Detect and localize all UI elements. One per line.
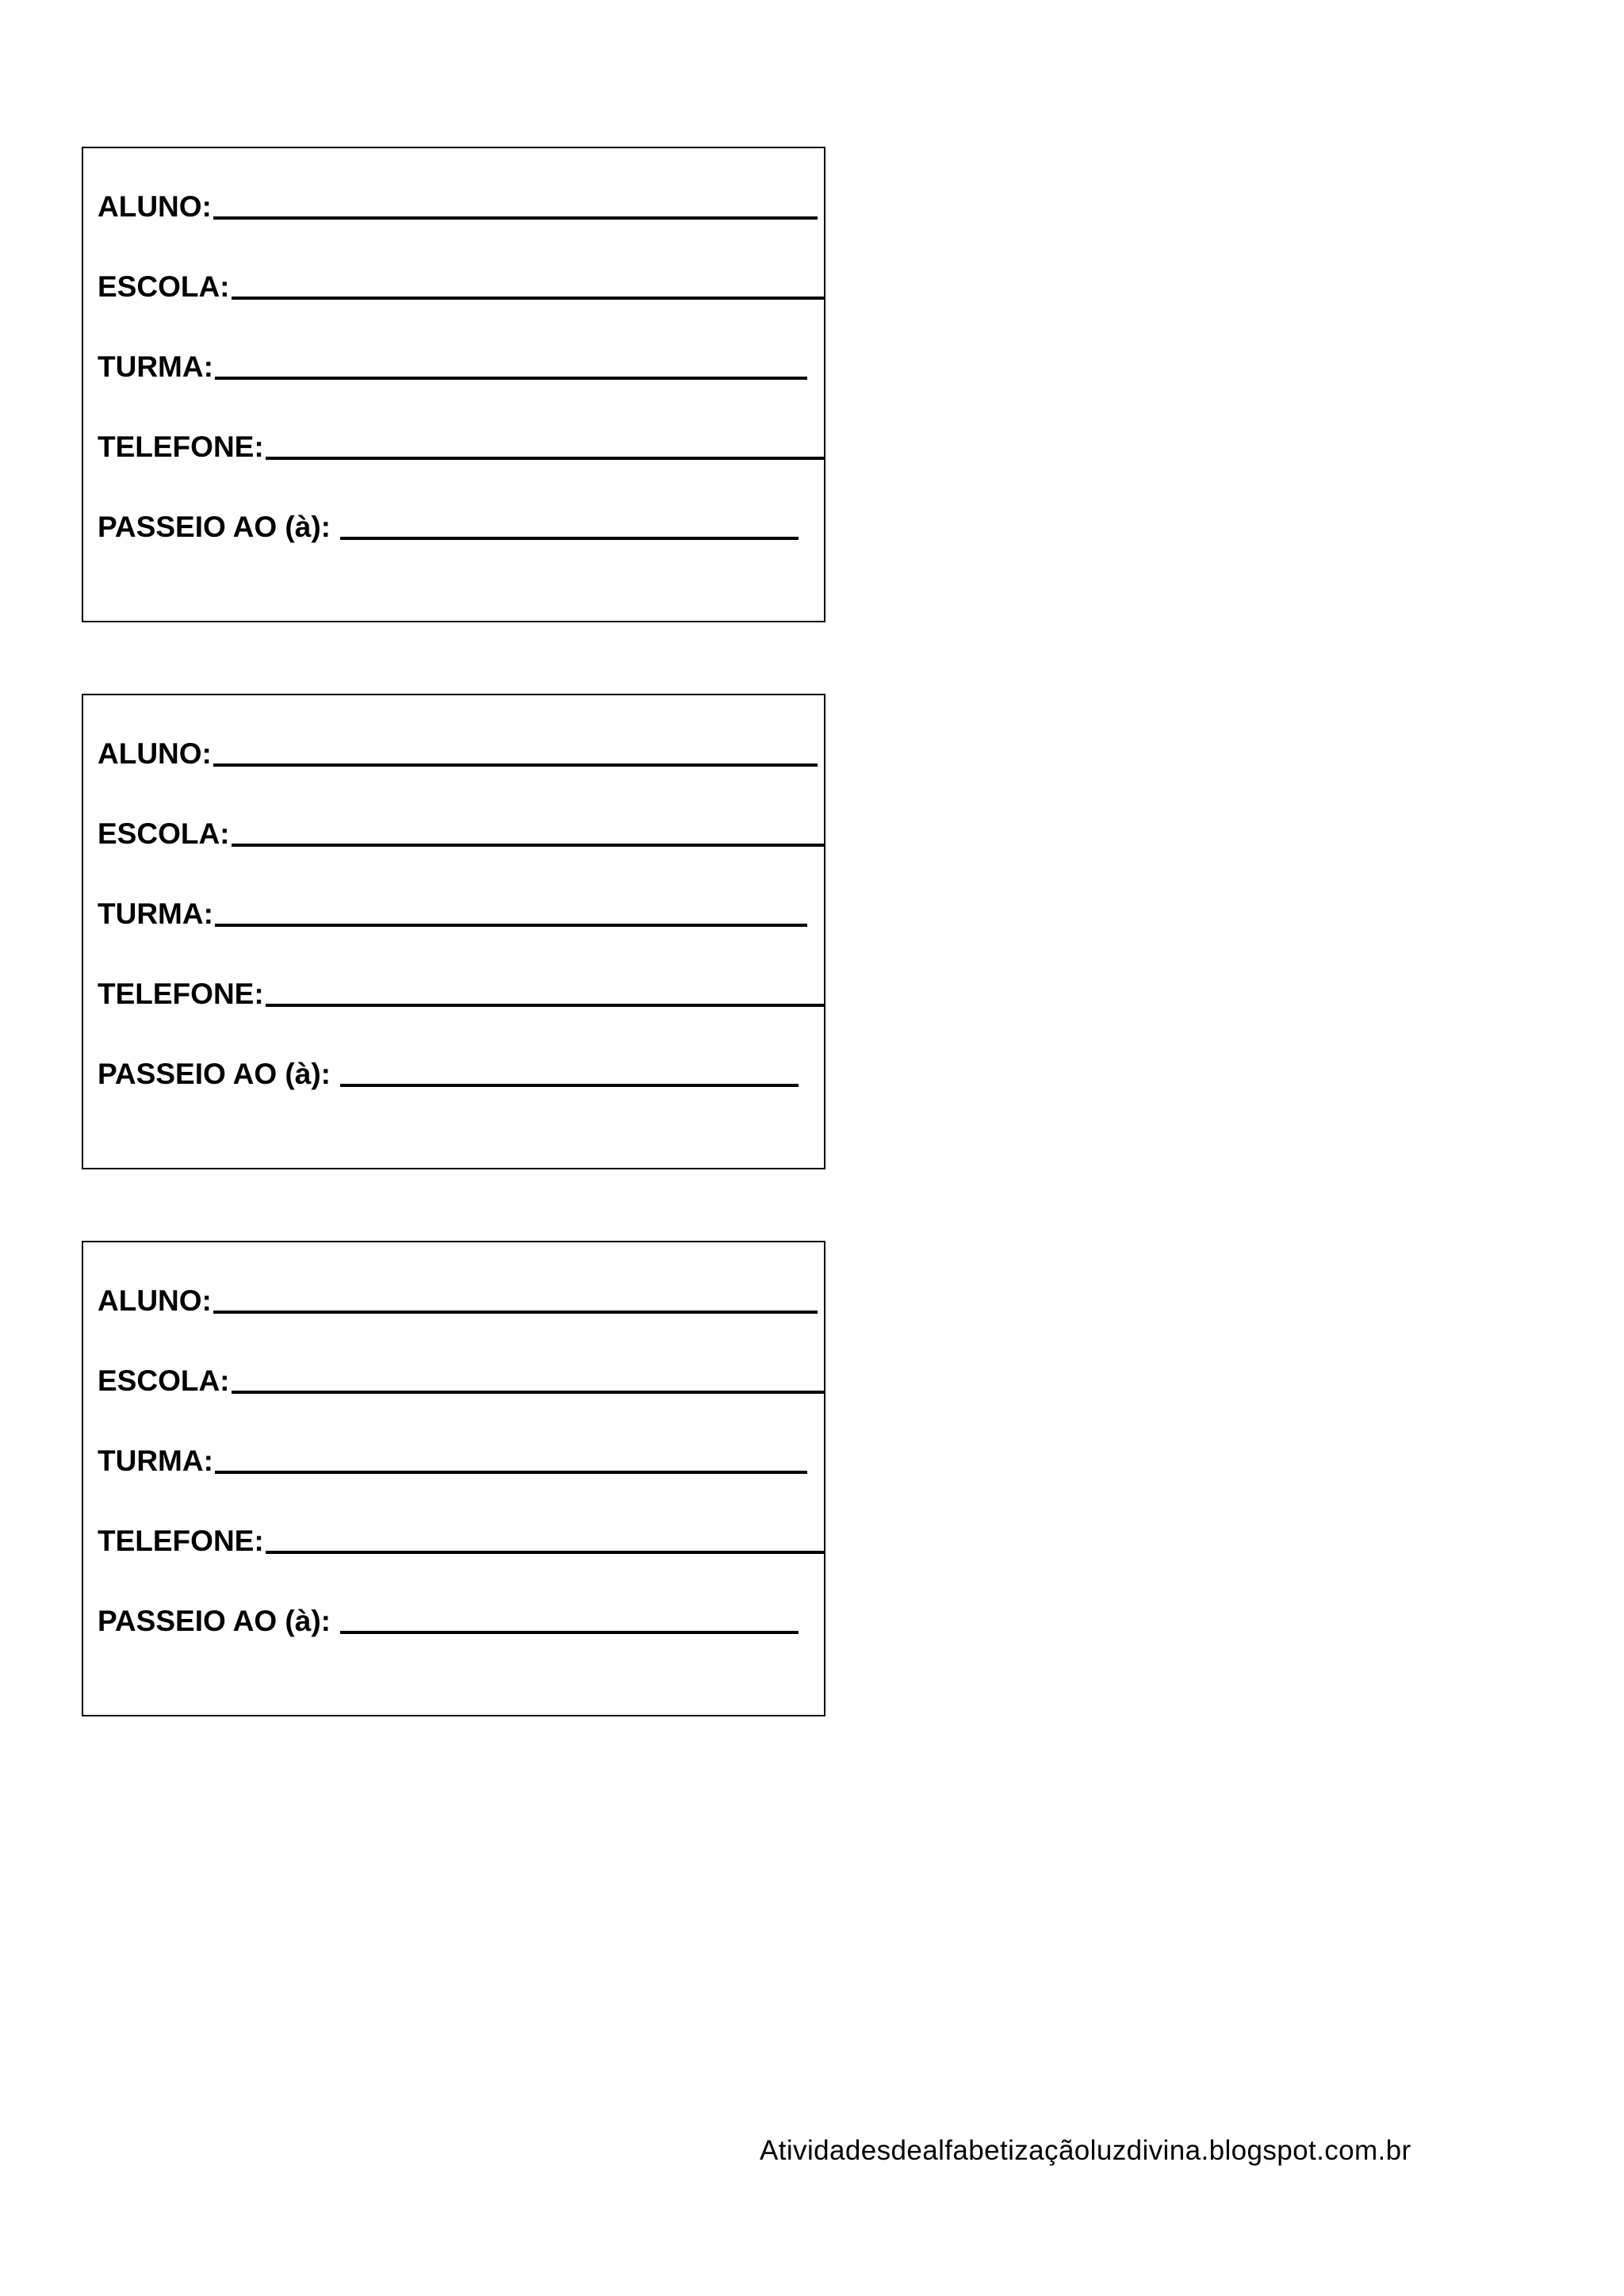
telefone-label: TELEFONE: (98, 978, 264, 1010)
turma-field (98, 1434, 807, 1475)
passeio-label: PASSEIO AO (à): (98, 1058, 331, 1090)
passeio-field (98, 1047, 799, 1089)
passeio-field (98, 1594, 799, 1636)
turma-blank-line[interactable] (215, 1471, 807, 1474)
student-card-1 (82, 147, 825, 622)
telefone-label: TELEFONE: (98, 1525, 264, 1557)
turma-label: TURMA: (98, 897, 213, 930)
telefone-field (98, 1514, 825, 1556)
escola-blank-line[interactable] (232, 844, 824, 847)
aluno-label: ALUNO: (98, 1284, 212, 1317)
passeio-blank-line[interactable] (340, 1084, 799, 1087)
escola-label: ESCOLA: (98, 1364, 230, 1397)
aluno-label: ALUNO: (98, 737, 212, 770)
footer-url: Atividadesdealfabetizaçãoluzdivina.blogspot.com.br (760, 2135, 1411, 2166)
escola-field (98, 807, 824, 848)
passeio-label: PASSEIO AO (à): (98, 1605, 331, 1637)
aluno-field (98, 727, 818, 768)
escola-label: ESCOLA: (98, 817, 230, 850)
escola-field (98, 260, 824, 301)
escola-blank-line[interactable] (232, 1391, 824, 1394)
telefone-field (98, 967, 825, 1008)
turma-label: TURMA: (98, 1445, 213, 1477)
passeio-blank-line[interactable] (340, 537, 799, 540)
escola-label: ESCOLA: (98, 270, 230, 303)
telefone-blank-line[interactable] (266, 1004, 825, 1007)
aluno-field (98, 1274, 818, 1315)
aluno-blank-line[interactable] (213, 1311, 818, 1314)
student-card-3 (82, 1241, 825, 1716)
turma-field (98, 340, 807, 381)
passeio-blank-line[interactable] (340, 1631, 799, 1634)
student-card-2 (82, 694, 825, 1169)
telefone-label: TELEFONE: (98, 430, 264, 463)
turma-field (98, 887, 807, 928)
turma-blank-line[interactable] (215, 924, 807, 927)
passeio-field (98, 500, 799, 541)
turma-label: TURMA: (98, 350, 213, 383)
escola-blank-line[interactable] (232, 297, 824, 300)
aluno-field (98, 180, 818, 221)
passeio-label: PASSEIO AO (à): (98, 511, 331, 543)
aluno-blank-line[interactable] (213, 216, 818, 220)
telefone-blank-line[interactable] (266, 457, 825, 460)
aluno-blank-line[interactable] (213, 763, 818, 767)
escola-field (98, 1354, 824, 1395)
telefone-blank-line[interactable] (266, 1551, 825, 1554)
telefone-field (98, 420, 825, 461)
aluno-label: ALUNO: (98, 190, 212, 223)
turma-blank-line[interactable] (215, 377, 807, 380)
